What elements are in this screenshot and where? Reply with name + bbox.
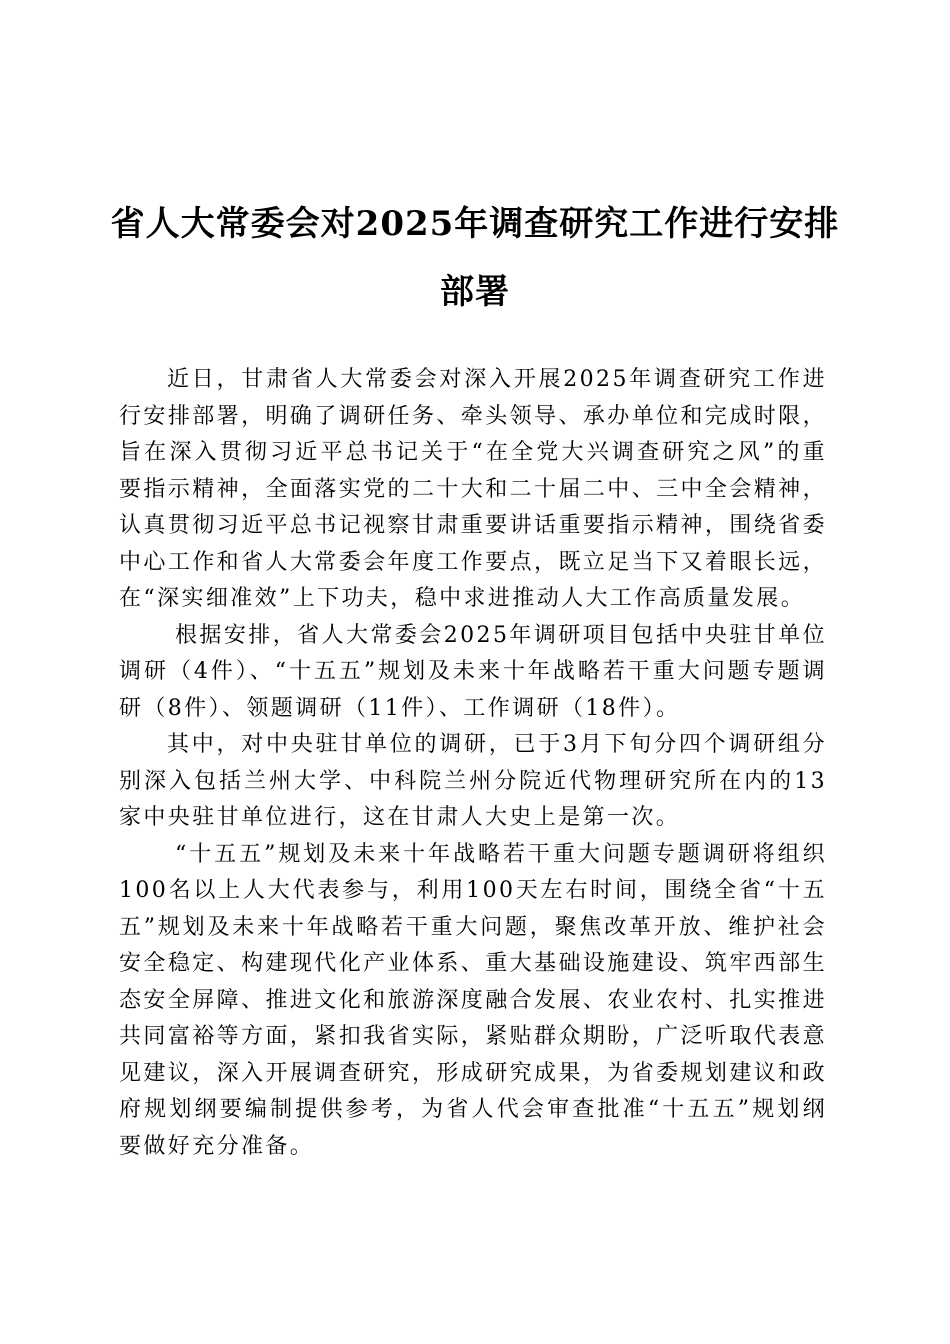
- paragraph-3: 其中，对中央驻甘单位的调研，已于3月下旬分四个调研组分别深入包括兰州大学、中科院兰州分院近代物理研究所在内的13家中央驻甘单位进行，这在甘肃人大史上是第一次。: [119, 732, 827, 830]
- paragraph-2: 根据安排，省人大常委会2025年调研项目包括中央驻甘单位调研（4件）、“十五五”规划及未来十年战略若干重大问题专题调研（8件）、领题调研（11件）、工作调研（18件）。: [119, 622, 827, 721]
- document-title: 省人大常委会对2025年调查研究工作进行安排部署: [110, 204, 840, 312]
- document-body: [119, 362, 827, 1165]
- paragraph-1: 近日，甘肃省人大常委会对深入开展2025年调查研究工作进行安排部署，明确了调研任务、牵头领导、承办单位和完成时限，旨在深入贯彻习近平总书记关于“在全党大兴调查研究之风”的重要指示精神，全面落实党的二十大和二十届二中、三中全会精神，认真贯彻习近平总书记视察甘肃重要讲话重要指示精神，围绕省委中心工作和省人大常委会年度工作要点，既立足当下又着眼长远，在“深实细准效”上下功夫，稳中求进推动人大工作高质量发展。: [119, 367, 827, 611]
- paragraph-4: “十五五”规划及未来十年战略若干重大问题专题调研将组织100名以上人大代表参与，利用100天左右时间，围绕全省“十五五”规划及未来十年战略若干重大问题，聚焦改革开放、维护社会安全稳定、构建现代化产业体系、重大基础设施建设、筑牢西部生态安全屏障、推进文化和旅游深度融合发展、农业农村、扎实推进共同富裕等方面，紧扣我省实际，紧贴群众期盼，广泛听取代表意见建议，深入开展调查研究，形成研究成果，为省委规划建议和政府规划纲要编制提供参考，为省人代会审查批准“十五五”规划纲要做好充分准备。: [119, 841, 827, 1159]
